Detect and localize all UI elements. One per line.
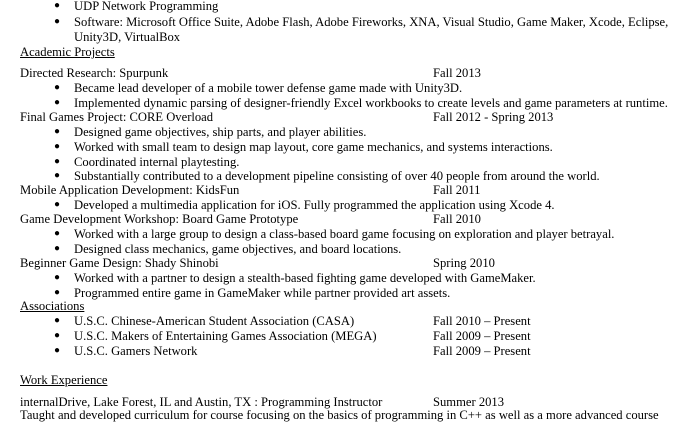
project-bullet: Designed class mechanics, game objectives, and board locations. xyxy=(74,242,402,256)
skill-software-cont: Unity3D, VirtualBox xyxy=(74,30,181,44)
project-bullet: Programmed entire game in GameMaker while partner provided art assets. xyxy=(74,286,451,300)
project-title: Final Games Project: CORE Overload xyxy=(20,110,214,124)
project-bullet: Worked with a partner to design a stealth-based fighting game developed with GameMaker. xyxy=(74,271,536,285)
project-date: Fall 2012 - Spring 2013 xyxy=(433,110,554,124)
skill-software: Software: Microsoft Office Suite, Adobe Flash, Adobe Fireworks, XNA, Visual Studio, Game Maker, Xcode, Eclipse, xyxy=(74,15,669,29)
association-name: U.S.C. Makers of Entertaining Games Association (MEGA) xyxy=(74,329,377,343)
project-bullet: Developed a multimedia application for iOS. Fully programmed the application using Xcode 4. xyxy=(74,198,555,212)
bullet-icon: ● xyxy=(54,170,61,181)
bullet-icon: ● xyxy=(54,199,61,210)
job-date: Summer 2013 xyxy=(433,395,505,409)
association-date: Fall 2009 – Present xyxy=(433,329,531,343)
project-bullet: Designed game objectives, ship parts, and player abilities. xyxy=(74,125,367,139)
bullet-icon: ● xyxy=(54,345,61,356)
bullet-icon: ● xyxy=(54,228,61,239)
project-bullet: Worked with small team to design map layout, core game mechanics, and systems interactions. xyxy=(74,140,553,154)
bullet-icon: ● xyxy=(54,287,61,298)
skill-udp: UDP Network Programming xyxy=(74,0,219,13)
project-bullet: Substantially contributed to a development pipeline consisting of over 40 people from around the world. xyxy=(74,169,600,183)
bullet-icon: ● xyxy=(54,97,61,108)
bullet-icon: ● xyxy=(54,126,61,137)
bullet-icon: ● xyxy=(54,315,61,326)
association-date: Fall 2010 – Present xyxy=(433,314,531,328)
project-bullet: Worked with a large group to design a class-based board game focusing on exploration and player betrayal. xyxy=(74,227,615,241)
association-date: Fall 2009 – Present xyxy=(433,344,531,358)
project-bullet: Became lead developer of a mobile tower defense game made with Unity3D. xyxy=(74,81,463,95)
association-name: U.S.C. Gamers Network xyxy=(74,344,198,358)
bullet-icon: ● xyxy=(54,0,61,11)
project-date: Fall 2013 xyxy=(433,66,481,80)
bullet-icon: ● xyxy=(54,243,61,254)
project-title: Game Development Workshop: Board Game Prototype xyxy=(20,212,299,226)
project-bullet: Coordinated internal playtesting. xyxy=(74,155,240,169)
job-description: Taught and developed curriculum for course focusing on the basics of programming in C++ as well as a more advanced course xyxy=(20,408,659,422)
bullet-icon: ● xyxy=(54,141,61,152)
association-name: U.S.C. Chinese-American Student Association (CASA) xyxy=(74,314,355,328)
academic-projects-heading: Academic Projects xyxy=(20,45,115,59)
bullet-icon: ● xyxy=(54,330,61,341)
project-date: Fall 2010 xyxy=(433,212,481,226)
work-experience-heading: Work Experience xyxy=(20,373,108,387)
project-title: Directed Research: Spurpunk xyxy=(20,66,169,80)
associations-heading: Associations xyxy=(20,299,85,313)
project-bullet: Implemented dynamic parsing of designer-friendly Excel workbooks to create levels and game parameters at runtime. xyxy=(74,96,668,110)
project-title: Beginner Game Design: Shady Shinobi xyxy=(20,256,219,270)
bullet-icon: ● xyxy=(54,16,61,27)
bullet-icon: ● xyxy=(54,156,61,167)
bullet-icon: ● xyxy=(54,272,61,283)
project-date: Spring 2010 xyxy=(433,256,495,270)
bullet-icon: ● xyxy=(54,82,61,93)
job-title: internalDrive, Lake Forest, IL and Austin, TX : Programming Instructor xyxy=(20,395,383,409)
project-title: Mobile Application Development: KidsFun xyxy=(20,183,240,197)
project-date: Fall 2011 xyxy=(433,183,481,197)
